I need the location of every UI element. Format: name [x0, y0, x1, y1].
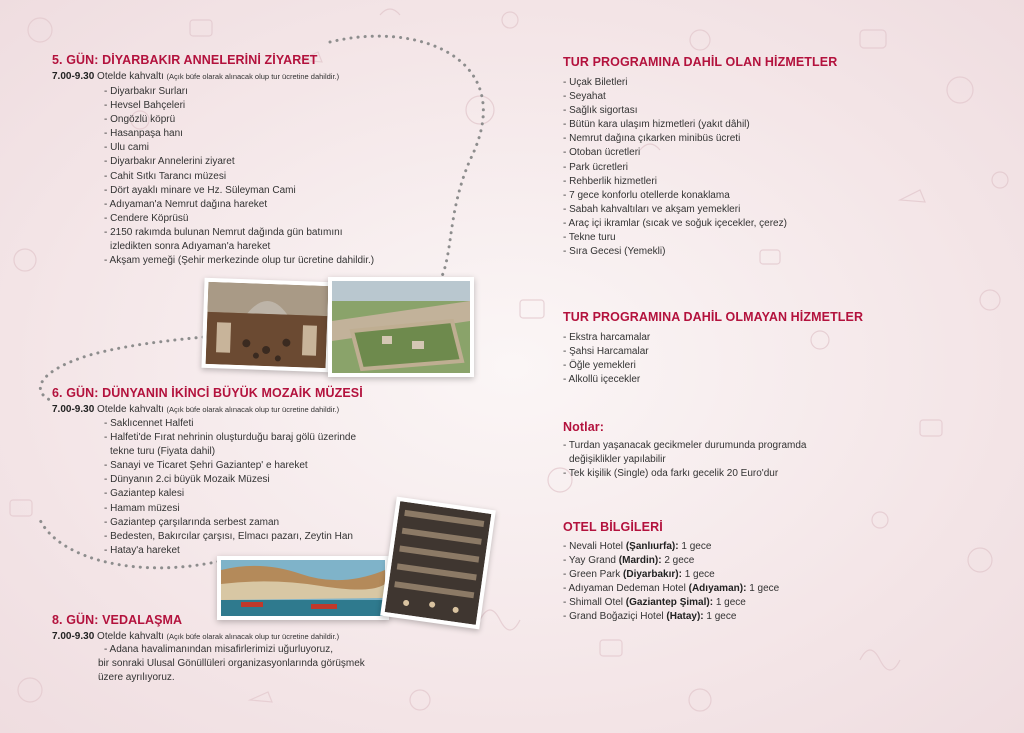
list-item: - Park ücretleri [563, 161, 629, 173]
list-item: - Turdan yaşanacak gecikmeler durumunda programda [563, 440, 807, 451]
list-item: - Otoban ücretleri [563, 147, 641, 159]
included-section [563, 55, 837, 259]
photo-halfeti [217, 556, 389, 620]
photo-courtyard [201, 278, 332, 372]
hotels-title: OTEL BİLGİLERİ [563, 520, 663, 534]
day8-list [98, 643, 365, 685]
list-item: - Gaziantep çarşılarında serbest zaman [104, 516, 280, 528]
list-item: - Sabah kahvaltıları ve akşam yemekleri [563, 203, 741, 215]
day8-title: 8. GÜN: VEDALAŞMA [52, 613, 183, 627]
hotels-section [563, 520, 779, 625]
notes-title: Notlar: [563, 420, 604, 434]
list-item: üzere ayrılıyoruz. [98, 672, 175, 684]
list-item: - Bedesten, Bakırcılar çarşısı, Elmacı pazarı, Zeytin Han [104, 530, 353, 542]
day6-title: 6. GÜN: DÜNYANIN İKİNCİ BÜYÜK MOZAİK MÜZESİ [52, 386, 363, 400]
day5-list [104, 85, 374, 268]
day5-breakfast-line [52, 70, 339, 83]
list-item: - Şahsi Harcamalar [563, 346, 649, 358]
list-item: bir sonraki Ulusal Gönüllüleri organizasyonlarında görüşmek [98, 658, 365, 670]
day5-time: 7.00-9.30 [52, 71, 95, 82]
day5-breakfast: Otelde kahvaltı [97, 71, 164, 82]
list-item: tekne turu (Fiyata dahil) [110, 446, 216, 458]
excluded-section [563, 310, 863, 387]
list-item: - Cahit Sıtkı Tarancı müzesi [104, 170, 227, 182]
list-item: - Hatay'a hareket [104, 544, 180, 556]
day5-title: 5. GÜN: DİYARBAKIR ANNELERİNİ ZİYARET [52, 53, 318, 67]
list-item: - Sanayi ve Ticaret Şehri Gaziantep' e hareket [104, 460, 308, 472]
list-item: - Sağlık sigortası [563, 105, 638, 117]
list-item: - Tekne turu [563, 232, 616, 244]
list-item: - Ongözlü köprü [104, 114, 176, 126]
day6-section [52, 386, 363, 416]
list-item: - Nevali Hotel (Şanlıurfa): 1 gece [563, 541, 712, 552]
list-item: - Öğle yemekleri [563, 360, 636, 372]
day6-breakfast-note: (Açık büfe olarak alınacak olup tur ücretine dahildir.) [166, 405, 340, 414]
list-item: - Seyahat [563, 91, 606, 103]
photo-mosaic-museum [380, 497, 496, 630]
day8-time: 7.00-9.30 [52, 631, 95, 642]
list-item: - Saklıcennet Halfeti [104, 418, 194, 429]
day6-time: 7.00-9.30 [52, 404, 95, 415]
list-item: - Rehberlik hizmetleri [563, 175, 657, 187]
day6-breakfast: Otelde kahvaltı [97, 404, 164, 415]
list-item: değişiklikler yapılabilir [569, 454, 666, 466]
notes-list [563, 439, 806, 481]
list-item: - Hevsel Bahçeleri [104, 100, 186, 112]
list-item: - 2150 rakımda bulunan Nemrut dağında gün batımını [104, 226, 343, 238]
list-item: - Adıyaman'a Nemrut dağına hareket [104, 198, 268, 210]
hotels-list [563, 540, 779, 625]
list-item: - Ulu cami [104, 142, 150, 154]
list-item: - Yay Grand (Mardin): 2 gece [563, 555, 695, 567]
list-item: - Adana havalimanından misafirlerimizi uğurluyoruz, [104, 644, 333, 655]
list-item: - Diyarbakır Surları [104, 86, 188, 97]
day8-breakfast-line [52, 630, 339, 643]
day5-section [52, 53, 339, 83]
list-item: - Grand Boğaziçi Hotel (Hatay): 1 gece [563, 611, 737, 623]
included-title: TUR PROGRAMINA DAHİL OLAN HİZMETLER [563, 55, 838, 69]
included-list [563, 76, 837, 259]
day5-breakfast-note: (Açık büfe olarak alınacak olup tur ücretine dahildir.) [166, 72, 340, 81]
list-item: - Akşam yemeği (Şehir merkezinde olup tur ücretine dahildir.) [104, 255, 375, 267]
list-item: - Halfeti'de Fırat nehrinin oluşturduğu baraj gölü üzerinde [104, 432, 357, 444]
list-item: - Cendere Köprüsü [104, 212, 189, 224]
day8-breakfast-note: (Açık büfe olarak alınacak olup tur ücretine dahildir.) [166, 632, 340, 641]
notes-section [563, 420, 806, 481]
list-item: - Shimall Otel (Gaziantep Şimal): 1 gece [563, 597, 746, 609]
list-item: - 7 gece konforlu otellerde konaklama [563, 189, 730, 201]
list-item: - Gaziantep kalesi [104, 488, 185, 500]
list-item: - Dünyanın 2.ci büyük Mozaik Müzesi [104, 474, 270, 486]
excluded-list [563, 331, 863, 387]
list-item: - Bütün kara ulaşım hizmetleri (yakıt dâhil) [563, 119, 750, 131]
excluded-title: TUR PROGRAMINA DAHİL OLMAYAN HİZMETLER [563, 310, 864, 324]
list-item: - Uçak Biletleri [563, 77, 628, 88]
day6-list [104, 417, 356, 558]
day6-breakfast-line [52, 403, 363, 416]
list-item: - Sıra Gecesi (Yemekli) [563, 246, 666, 258]
list-item: - Hasanpaşa hanı [104, 128, 183, 140]
list-item: - Tek kişilik (Single) oda farkı gecelik 20 Euro'dur [563, 468, 779, 480]
list-item: - Araç içi ikramlar (sıcak ve soğuk içecekler, çerez) [563, 217, 787, 229]
list-item: - Ekstra harcamalar [563, 332, 651, 343]
list-item: - Nemrut dağına çıkarken minibüs ücreti [563, 133, 741, 145]
list-item: - Hamam müzesi [104, 502, 180, 514]
list-item: - Diyarbakır Annelerini ziyaret [104, 156, 235, 168]
list-item: - Green Park (Diyarbakır): 1 gece [563, 569, 715, 581]
day8-section [52, 613, 339, 643]
list-item: - Dört ayaklı minare ve Hz. Süleyman Cami [104, 184, 296, 196]
list-item: - Alkollü içecekler [563, 374, 641, 386]
day8-breakfast: Otelde kahvaltı [97, 631, 164, 642]
list-item: - Adıyaman Dedeman Hotel (Adıyaman): 1 gece [563, 583, 780, 595]
photo-city-walls [328, 277, 474, 377]
list-item: izledikten sonra Adıyaman'a hareket [110, 241, 271, 253]
